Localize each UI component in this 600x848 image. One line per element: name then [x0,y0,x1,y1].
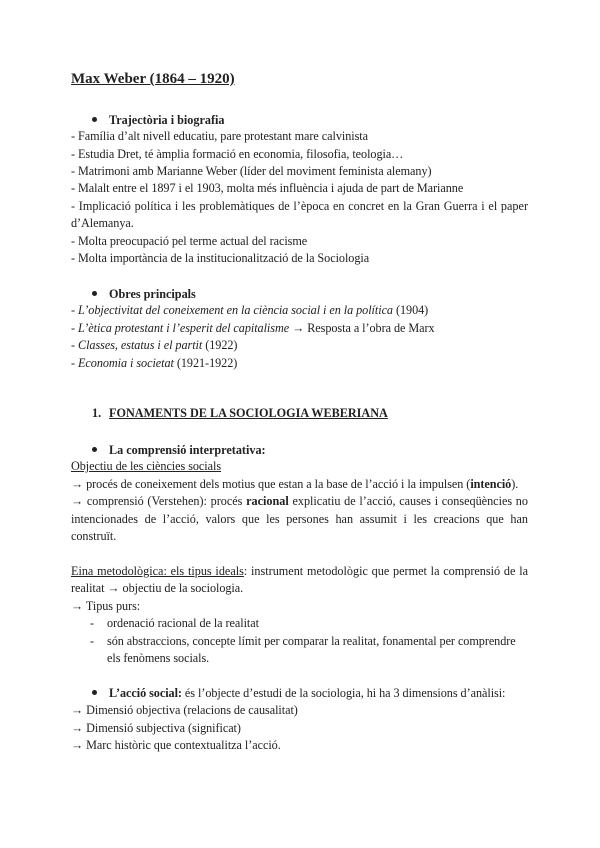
list-item: → Marc històric que contextualitza l’acció. [71,738,281,752]
list-item: - Família d’alt nivell educatiu, pare protestant mare calvinista [71,129,368,143]
page-title: Max Weber (1864 – 1920) [71,71,235,87]
list-item: → Dimensió subjectiva (significat) [71,721,241,735]
section-heading [92,405,388,421]
dash-marker: - [90,616,95,630]
section-number: 1. [92,406,102,420]
list-item: - Malalt entre el 1897 i el 1903, molta més influència i ajuda de part de Marianne [71,181,464,195]
list-item: - Matrimoni amb Marianne Weber (líder del moviment feminista alemany) [71,164,432,178]
paragraph-line: → procés de coneixement dels motius que estan a la base de l’acció i la impulsen (intenció). [71,477,519,491]
eina-label: Eina metodològica: els tipus ideals [71,564,244,578]
list-item-continuation: d’Alemanya. [71,216,134,230]
paragraph-line: intencionades de l’acció, valors que les persones han assumit i les creacions que han [71,512,528,526]
acciosocial-line: L’acció social: és l’objecte d’estudi de la sociologia, hi ha 3 dimensions d’anàlisi: [109,686,506,700]
list-item: → Dimensió objectiva (relacions de causalitat) [71,703,298,717]
paragraph-line: construït. [71,529,117,543]
work-item: - Classes, estatus i el partit (1922) [71,338,238,352]
subheading-objectiu: Objectiu de les ciències socials [71,459,222,473]
bullet-icon [92,117,97,122]
section-title: FONAMENTS DE LA SOCIOLOGIA WEBERIANA [109,406,388,420]
heading-trajectoria: Trajectòria i biografia [109,113,225,127]
bullet-icon [92,447,97,452]
list-item: són abstraccions, concepte límit per comparar la realitat, fonamental per comprendre [107,634,516,648]
list-item: ordenació racional de la realitat [107,616,259,630]
work-item: - L’ètica protestant i l’esperit del capitalisme → Resposta a l’obra de Marx [71,321,435,335]
paragraph-line: Eina metodològica: els tipus ideals: instrument metodològic que permet la comprensió de la [71,564,528,578]
list-item: - Molta preocupació pel terme actual del racisme [71,234,308,248]
heading-obres: Obres principals [109,287,196,301]
list-item: - Implicació política i les problemàtiques de l’època en concret en la Gran Guerra i el paper [71,199,528,213]
list-item: - Molta importància de la institucionalització de la Sociologia [71,251,370,265]
list-item-continuation: els fenòmens socials. [107,651,210,665]
dash-marker: - [90,634,95,648]
list-item: - Estudia Dret, té àmplia formació en economia, filosofia, teologia… [71,147,404,161]
paragraph-line: → Tipus purs: [71,599,141,613]
work-item: - L’objectivitat del coneixement en la ciència social i en la política (1904) [71,303,429,317]
paragraph-line: realitat → objectiu de la sociologia. [71,581,244,595]
paragraph-line: → comprensió (Verstehen): procés racional explicatiu de l’acció, causes i conseqüències no [71,494,528,508]
work-item: - Economia i societat (1921-1922) [71,356,238,370]
bullet-icon [92,690,97,695]
heading-comprensio: La comprensió interpretativa: [109,443,266,457]
bullet-icon [92,291,97,296]
